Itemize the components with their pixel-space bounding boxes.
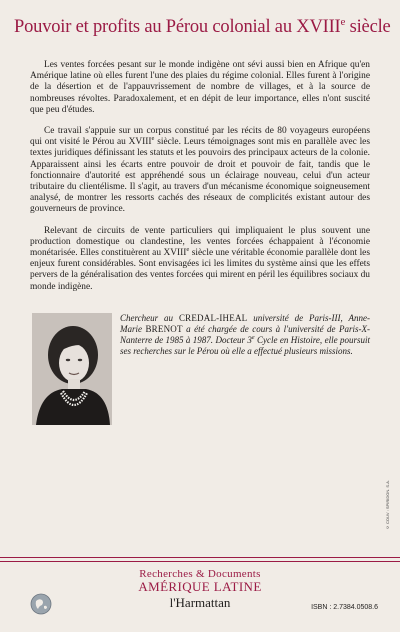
book-title: Pouvoir et profits au Pérou colonial au XVIIIe siècle [14, 16, 391, 38]
author-photo [32, 313, 112, 425]
blurb-paragraph-1: Les ventes forcées pesant sur le monde indigène ont sévi aussi bien en Afrique qu'en Amérique latine où elles furent l'une des plaies du régime colonial. Elles furent à l'origine de la désertion et de l'appauvrissement de nombre de villages, et à la source de nombreuses révoltes. Paradoxalement, et en dépit de leur importance, elles n'ont suscité que peu d'études. [30, 60, 370, 115]
collection-name: AMÉRIQUE LATINE [138, 579, 262, 594]
publisher-name: l'Harmattan [169, 595, 231, 610]
blurb [30, 60, 370, 303]
author-bio: Chercheur au CREDAL-IHEAL université de Paris-III, Anne-Marie BRENOT a été chargée de cours à l'université de Paris-X-Nanterre de 1985 à 1987. Docteur 3e Cycle en Histoire, elle poursuit ses recherches sur le Pérou où elle a effectué plusieurs missions. [120, 313, 371, 356]
cover-credit: © COUV : SPIRIDON. S.A. [385, 480, 390, 531]
divider-top [0, 557, 400, 558]
blurb-paragraph-2: Ce travail s'appuie sur un corpus constitué par les récits de 80 voyageurs européens qui ont visité le Pérou au XVIIIe siècle. Leurs témoignages sont mis en parallèle avec les textes juridiques définissant les statuts et les pouvoirs des principaux acteurs de la colonie. Apparaissent ainsi les écarts entre pouvoir de droit et pouvoir de fait, tandis que le fonctionnaire d'autorité est appréhendé sous un éclairage nouveau, celui d'un acteur tributaire du clientélisme. Il s'agit, au travers d'un mécanisme économique soigneusement analysé, de montrer les ressorts cachés des réseaux de complicités existant autour des gouverneurs de province. [30, 126, 370, 215]
series-name: Recherches & Documents [139, 568, 261, 580]
blurb-paragraph-3: Relevant de circuits de vente particuliers qui impliquaient le plus souvent une production domestique ou clandestine, les ventes forcées échappaient à l'économie monétarisée. Elles constituèrent au XVIIIe siècle une véritable économie parallèle dont les enjeux furent considérables. Sont envisagées ici les limites du système ainsi que les effets pervers de la généralisation des ventes forcées qui mirent en péril les équilibres sociaux du monde indigène. [30, 225, 370, 292]
divider-bottom [0, 561, 400, 562]
isbn: ISBN : 2.7384.0508.6 [311, 604, 378, 611]
